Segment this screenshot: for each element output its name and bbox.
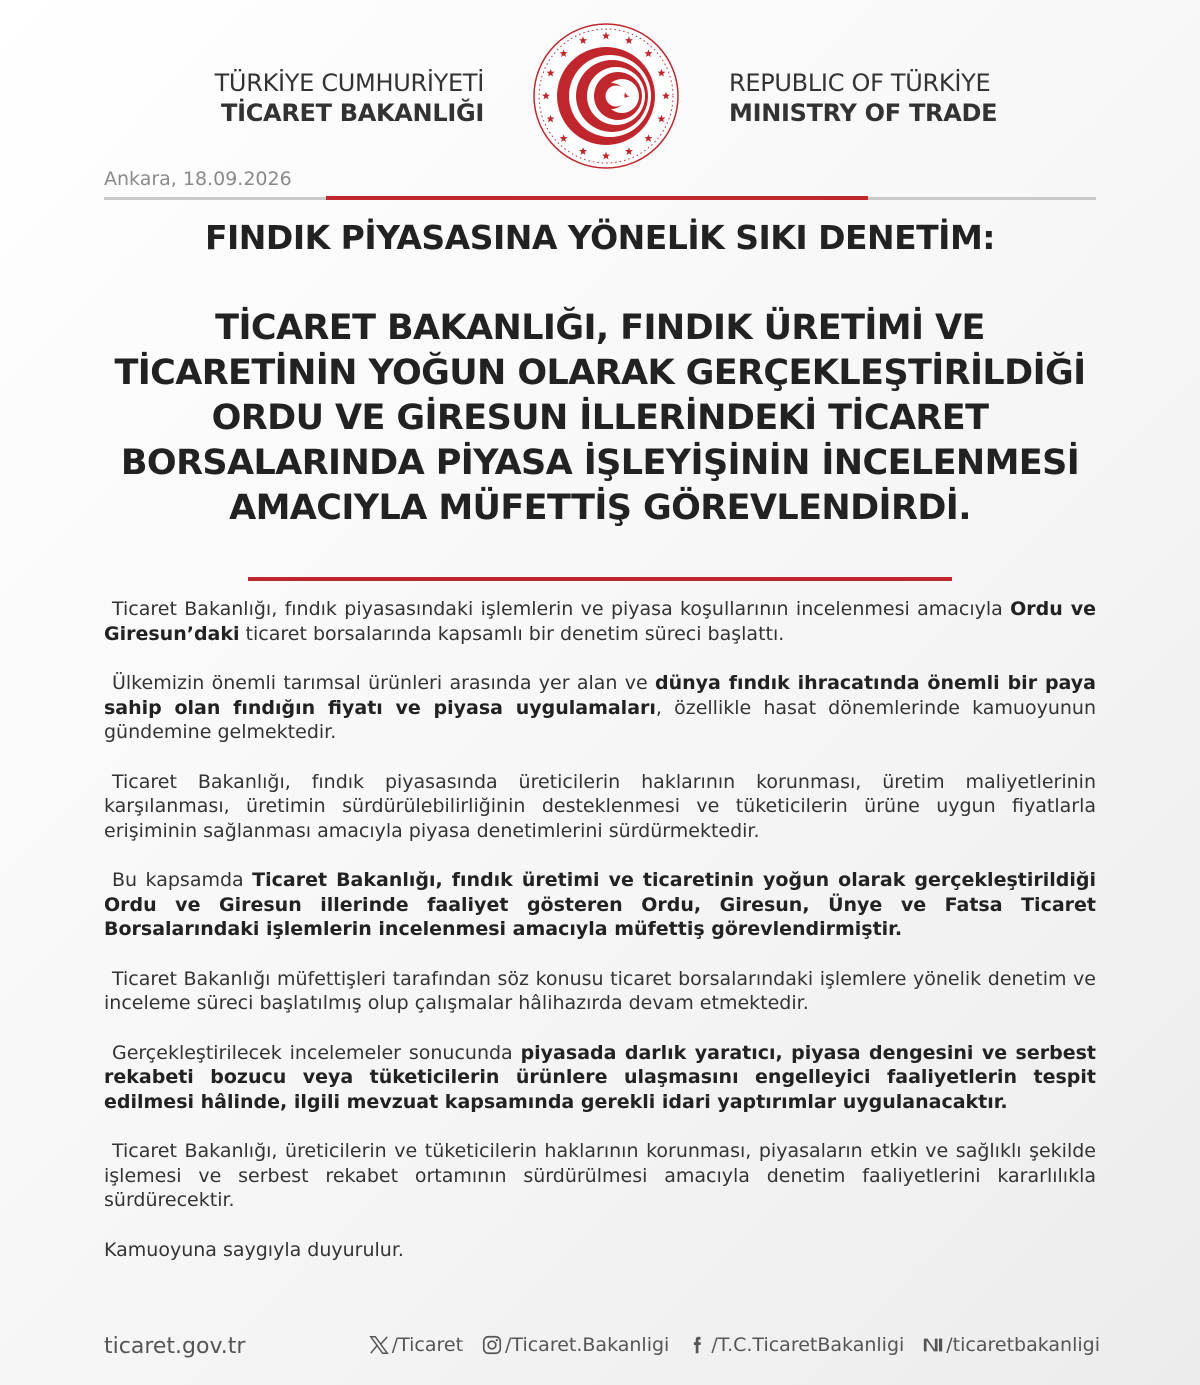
body-paragraph xyxy=(104,671,1096,745)
headline-title: FINDIK PİYASASINA YÖNELİK SIKI DENETİM: xyxy=(204,218,995,257)
ministry-emblem-icon xyxy=(532,22,680,170)
divider-red-top xyxy=(326,196,868,200)
website-link[interactable]: ticaret.gov.tr xyxy=(104,1334,246,1359)
social-link-x[interactable] xyxy=(368,1334,463,1356)
org-en-line1: REPUBLIC OF TÜRKİYE xyxy=(729,69,991,97)
text-run: Ülkemizin önemli tarımsal ürünleri arasında yer alan ve xyxy=(112,672,655,694)
headline-subtitle: TİCARET BAKANLIĞI, FINDIK ÜRETİMİ VE TİCARETİNİN YOĞUN OLARAK GERÇEKLEŞTİRİLDİĞİ ORDU VE GİRESUN İLLERİNDEKİ TİCARET BORSALARINDA PİYASA İŞLEYİŞİNİN İNCELENMESİ AMACIYLA MÜFETTİŞ GÖREVLENDİRDİ. xyxy=(114,308,1086,528)
body-paragraph xyxy=(104,770,1096,844)
text-run: , özellikle hasat dönemlerinde kamuoyunun gündemine gelmektedir. xyxy=(104,696,1096,743)
text-run: Ticaret Bakanlığı, fındık piyasasında üreticilerin haklarının korunması, üretim maliyetlerinin karşılanması, üretimin sürdürülebilirliğinin desteklenmesi ve tüketicilerin ürüne uygun fiyatlarla erişiminin sağlanması amacıyla piyasa denetimlerini sürdürmektedir. xyxy=(104,770,1096,842)
org-tr-line2: TİCARET BAKANLIĞI xyxy=(221,99,484,127)
org-tr-line1: TÜRKİYE CUMHURİYETİ xyxy=(214,69,484,97)
closing-line: Kamuoyuna saygıyla duyurulur. xyxy=(104,1238,404,1261)
paragraphs xyxy=(104,597,1096,1213)
press-release-body xyxy=(104,597,1096,1287)
social-handle-nsosyal: /ticaretbakanligi xyxy=(946,1334,1100,1356)
text-run: Ticaret Bakanlığı müfettişleri tarafından söz konusu ticaret borsalarındaki işlemlere yönelik denetim ve inceleme süreci başlatılmış olup çalışmalar hâlihazırda devam etmektedir. xyxy=(104,967,1096,1014)
text-run: ticaret borsalarında kapsamlı bir denetim süreci başlattı. xyxy=(239,622,785,645)
divider-red-bottom xyxy=(248,577,952,581)
text-run: Ticaret Bakanlığı, üreticilerin ve tüketicilerin haklarının korunması, piyasaların etkin ve sağlıklı şekilde işlemesi ve serbest rekabet ortamının sürdürülmesi amacıyla denetim faaliyetlerini kararlılıkla sürdürecektir. xyxy=(104,1140,1096,1211)
facebook-icon xyxy=(687,1334,709,1356)
social-link-facebook[interactable] xyxy=(687,1334,904,1356)
bold-text-run: Ordu ve Giresun’daki xyxy=(104,598,1096,645)
date-location: Ankara, 18.09.2026 xyxy=(104,168,292,190)
body-paragraph xyxy=(104,967,1096,1016)
bold-text-run: Ticaret Bakanlığı, fındık üretimi ve ticaretinin yoğun olarak gerçekleştirildiği Ordu ve Giresun illerinde faaliyet gösteren Ordu, Giresun, Ünye ve Fatsa Ticaret Borsalarındaki işlemlerin incelenmesi amacıyla müfettiş görevlendirmiştir. xyxy=(104,869,1096,940)
social-links xyxy=(368,1334,1100,1356)
body-paragraph xyxy=(104,868,1096,942)
org-name-turkish xyxy=(215,68,484,128)
instagram-icon xyxy=(481,1334,503,1356)
headline xyxy=(100,216,1100,531)
body-paragraph xyxy=(104,1041,1096,1115)
social-handle-instagram: /Ticaret.Bakanligi xyxy=(505,1334,670,1356)
org-name-english xyxy=(729,68,997,128)
org-en-line2: MINISTRY OF TRADE xyxy=(729,99,998,127)
social-handle-facebook: /T.C.TicaretBakanligi xyxy=(711,1334,905,1356)
social-handle-x: /Ticaret xyxy=(391,1334,464,1356)
body-paragraph xyxy=(104,597,1096,646)
text-run: Ticaret Bakanlığı, fındık piyasasındaki işlemlerin ve piyasa koşullarının incelenmesi amacıyla xyxy=(112,598,1011,620)
x-twitter-icon xyxy=(368,1334,390,1356)
body-paragraph xyxy=(104,1139,1096,1213)
text-run: Bu kapsamda xyxy=(112,869,253,891)
social-link-instagram[interactable] xyxy=(481,1334,669,1356)
bold-text-run: dünya fındık ihracatında önemli bir paya sahip olan fındığın fiyatı ve piyasa uygulamaları xyxy=(104,672,1096,719)
text-run: Gerçekleştirilecek incelemeler sonucunda xyxy=(112,1041,521,1064)
footer xyxy=(0,1330,1200,1366)
nsosyal-icon xyxy=(922,1334,944,1356)
bold-text-run: piyasada darlık yaratıcı, piyasa dengesini ve serbest rekabeti bozucu veya tüketicilerin ürünlere ulaşmasını engelleyici faaliyetlerin tespit edilmesi hâlinde, ilgili mevzuat kapsamında gerekli idari yaptırımlar uygulanacaktır. xyxy=(104,1041,1096,1113)
social-link-nsosyal[interactable] xyxy=(922,1334,1100,1356)
